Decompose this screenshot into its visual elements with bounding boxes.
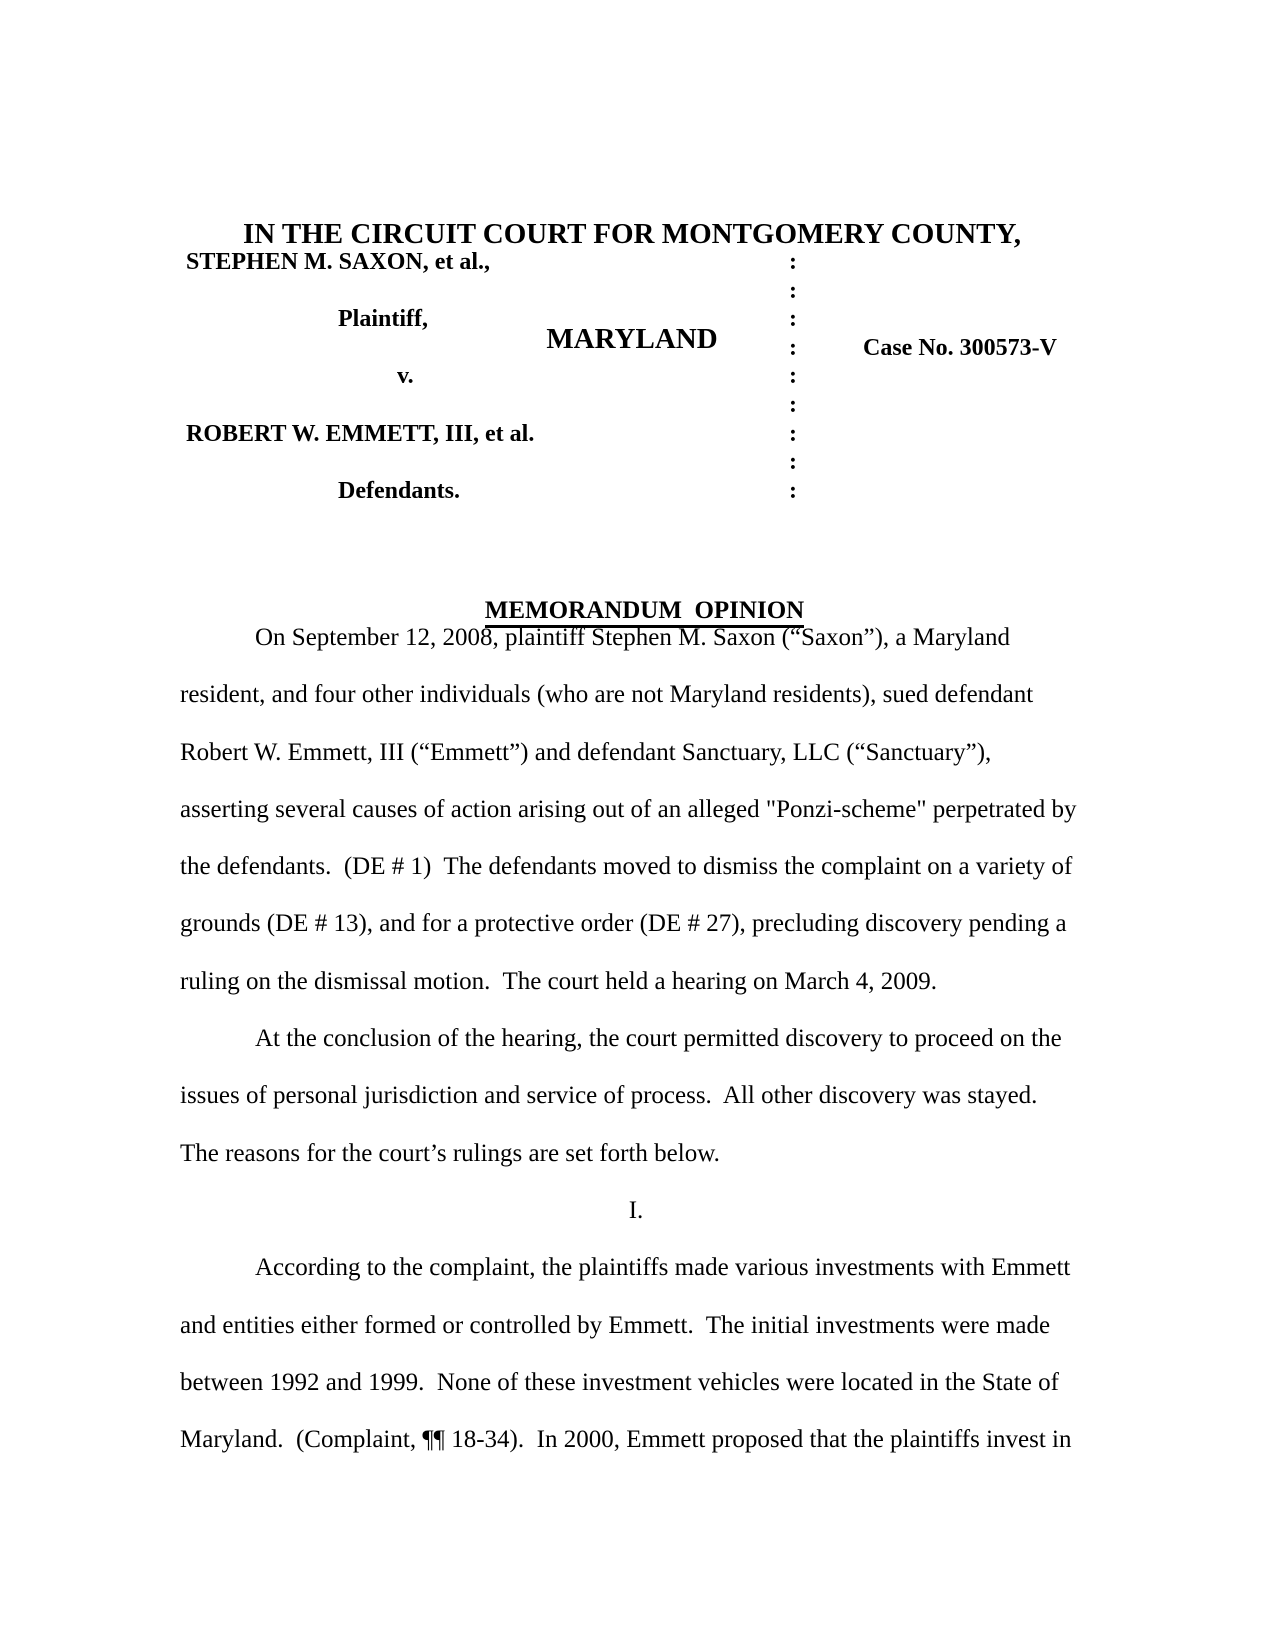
caption-row (180, 334, 1092, 363)
paragraph3-line: between 1992 and 1999. None of these investment vehicles were located in the State of (180, 1368, 1059, 1396)
paragraph3-line: Maryland. (Complaint, ¶¶ 18-34). In 2000, Emmett proposed that the plaintiffs invest in (180, 1426, 1072, 1454)
caption-row (180, 420, 1092, 449)
caption-separator-colon: : (789, 277, 797, 304)
caption-separator-colon: : (789, 477, 797, 504)
paragraph2-line: The reasons for the court’s rulings are set forth below. (180, 1139, 720, 1167)
paragraph1-line: asserting several causes of action arising out of an alleged "Ponzi-scheme" perpetrated by (180, 795, 1077, 823)
versus-label: v. (397, 363, 414, 390)
memorandum-opinion-heading-text: MEMORANDUM OPINION (485, 597, 804, 628)
paragraph1-line: the defendants. (DE # 1) The defendants moved to dismiss the complaint on a variety of (180, 853, 1073, 881)
court-title-line1: IN THE CIRCUIT COURT FOR MONTGOMERY COUNTY, (242, 218, 1022, 250)
caption-separator-colon: : (789, 420, 797, 447)
section-numeral: I. (628, 1196, 644, 1224)
caption-row (180, 277, 1092, 306)
caption-row (180, 448, 1092, 477)
case-number: Case No. 300573-V (863, 334, 1057, 361)
caption-separator-colon: : (789, 249, 797, 275)
caption-row (180, 362, 1092, 391)
paragraph1-line: resident, and four other individuals (who are not Maryland residents), sued defendant (180, 681, 1034, 709)
caption-row (180, 477, 1092, 506)
paragraph3-line: According to the complaint, the plaintiffs made various investments with Emmett (255, 1254, 1071, 1282)
defendant-name: ROBERT W. EMMETT, III, et al. (186, 420, 535, 447)
paragraph1-line: Robert W. Emmett, III (“Emmett”) and defendant Sanctuary, LLC (“Sanctuary”), (180, 738, 992, 766)
caption-separator-colon: : (789, 306, 797, 333)
caption-separator-colon: : (789, 363, 797, 390)
caption-separator-colon: : (789, 391, 797, 418)
paragraph1-line: ruling on the dismissal motion. The court held a hearing on March 4, 2009. (180, 967, 938, 995)
case-caption (180, 248, 1092, 505)
paragraph3-line: and entities either formed or controlled by Emmett. The initial investments were made (180, 1311, 1051, 1339)
caption-row (180, 248, 1092, 277)
opinion-body (180, 609, 1092, 1468)
caption-row (180, 391, 1092, 420)
plaintiff-name: STEPHEN M. SAXON, et al., (186, 249, 491, 275)
paragraph1-line: On September 12, 2008, plaintiff Stephen M. Saxon (“Saxon”), a Maryland (255, 624, 1010, 651)
paragraph1-line: grounds (DE # 13), and for a protective order (DE # 27), precluding discovery pending a (180, 910, 1067, 938)
defendants-label: Defendants. (338, 477, 461, 504)
court-title-line2: MARYLAND (546, 323, 718, 355)
caption-separator-colon: : (789, 449, 797, 476)
caption-separator-colon: : (789, 334, 797, 361)
paragraph2-line: issues of personal jurisdiction and service of process. All other discovery was stayed. (180, 1082, 1038, 1110)
caption-row (180, 305, 1092, 334)
plaintiff-label: Plaintiff, (338, 306, 428, 333)
paragraph2-line: At the conclusion of the hearing, the court permitted discovery to proceed on the (255, 1025, 1062, 1053)
